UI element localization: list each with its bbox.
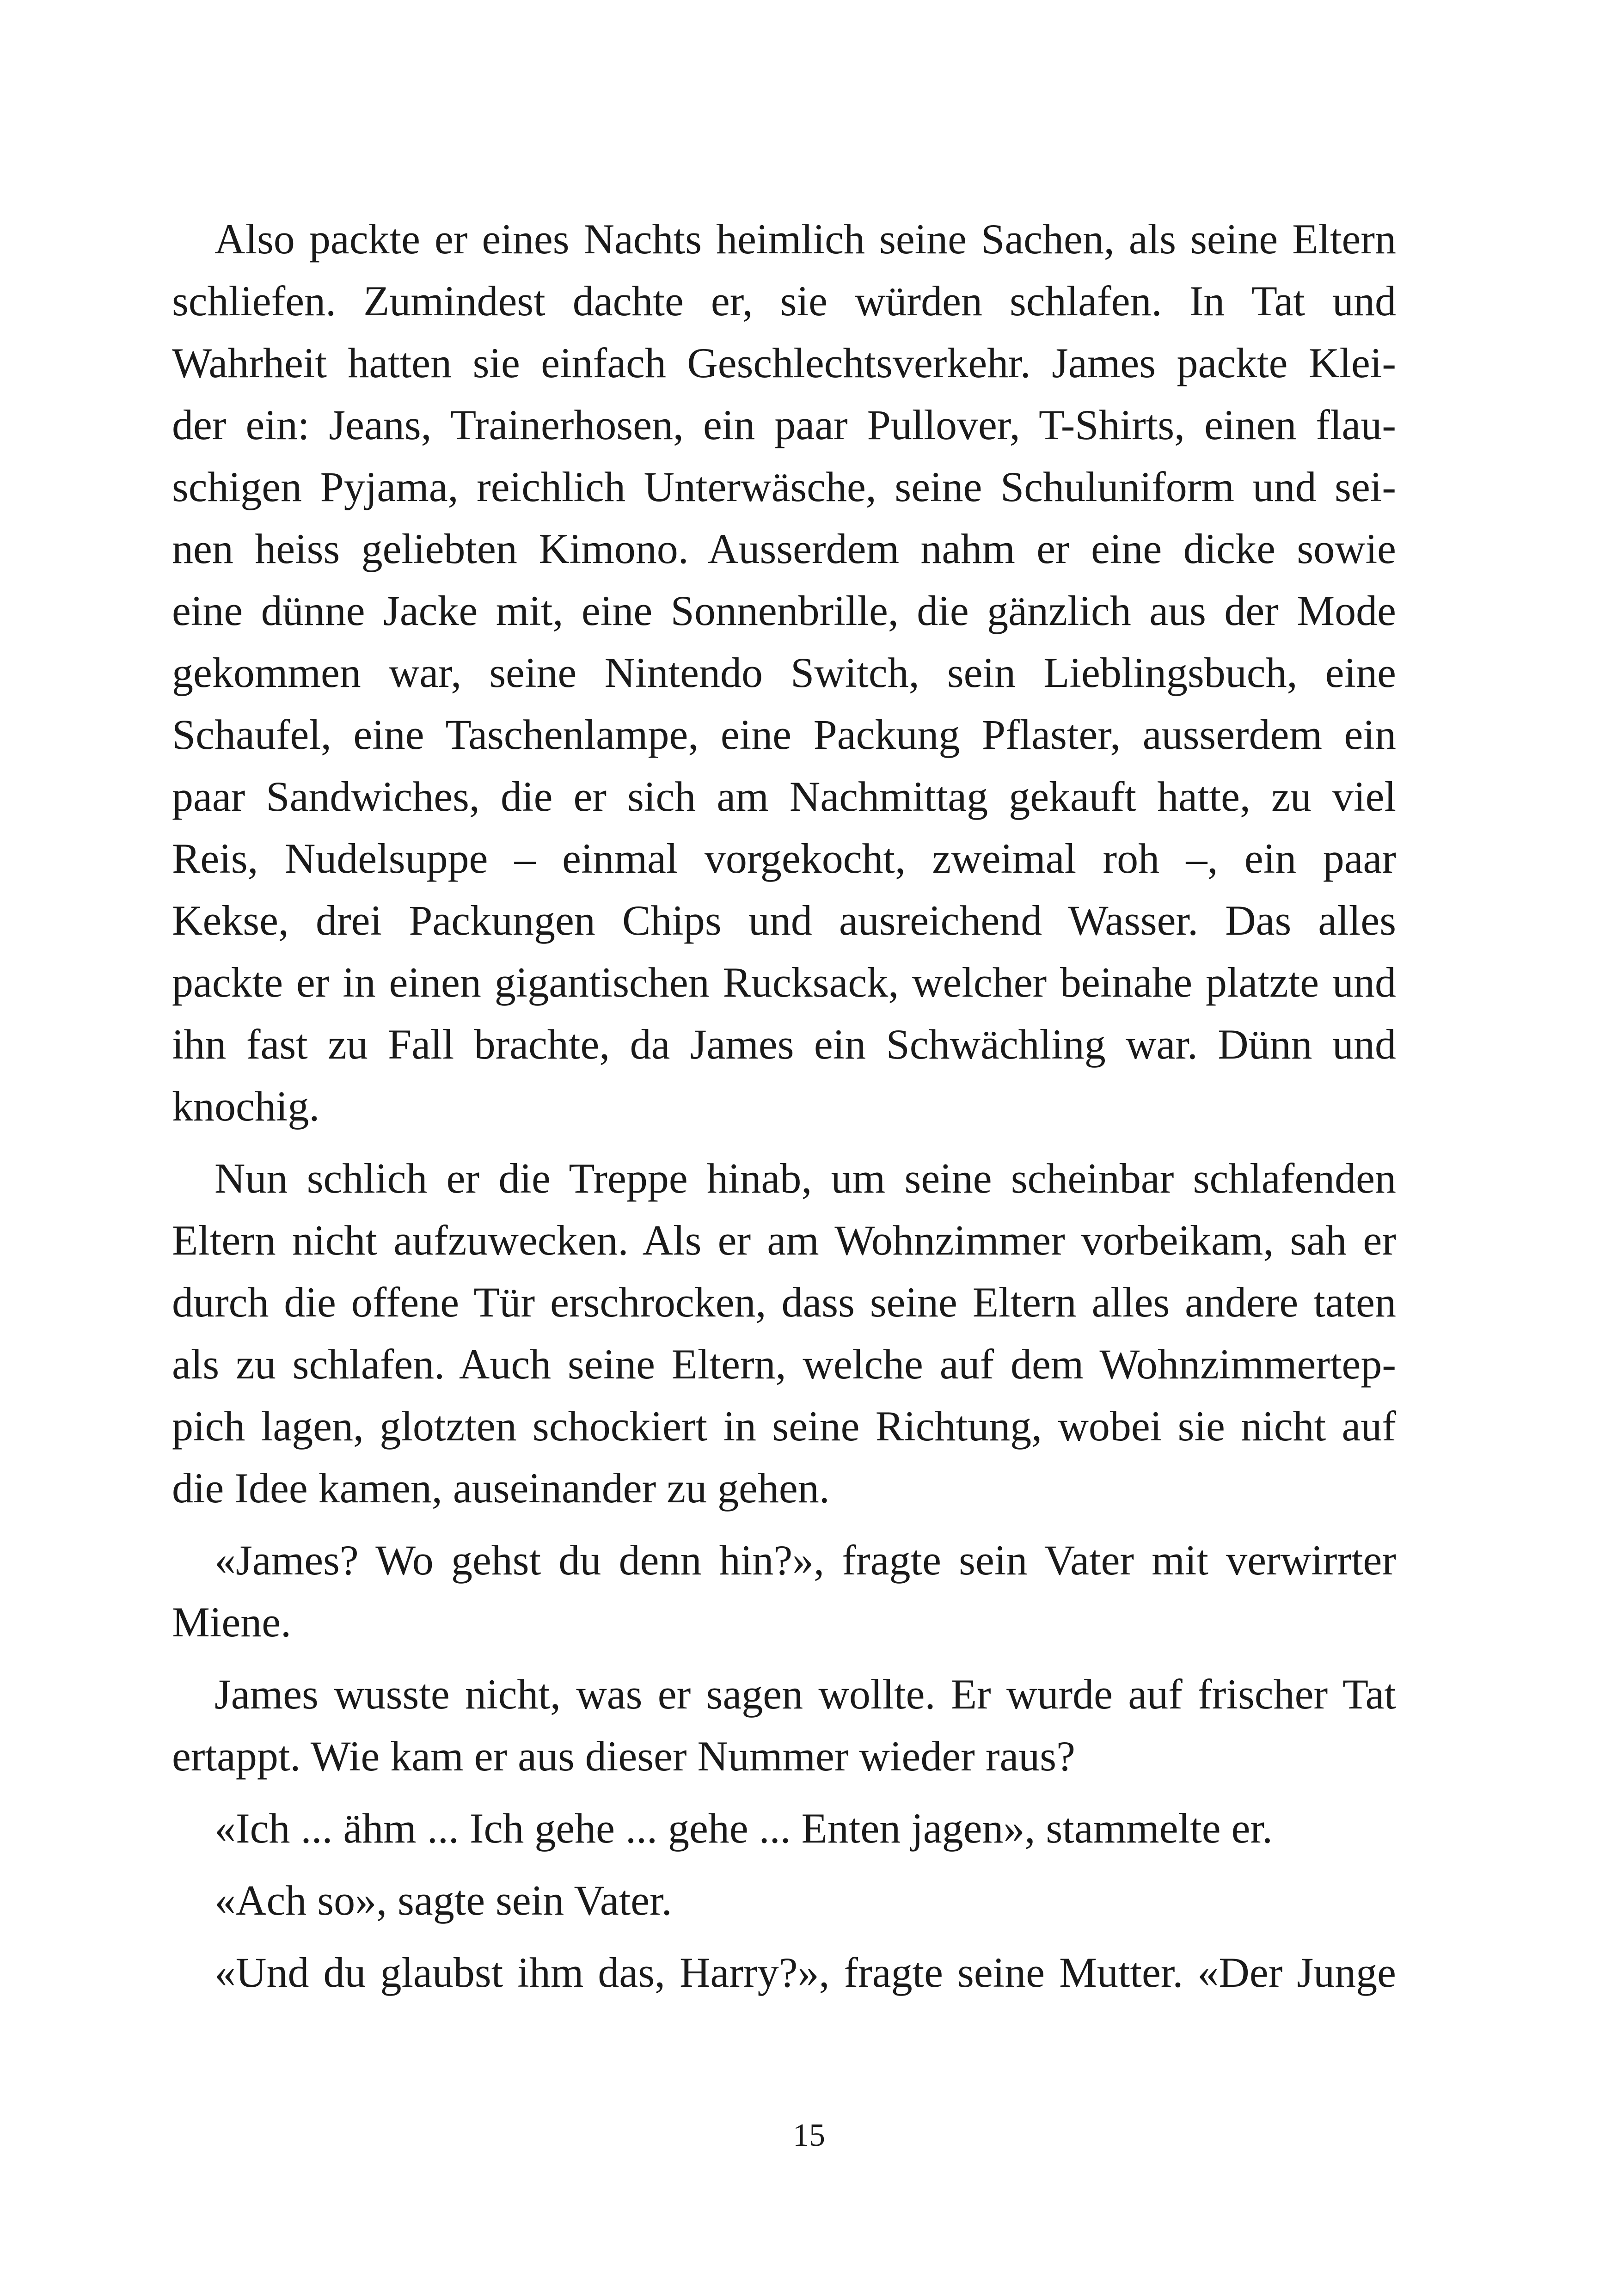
- text-line: «Ich ... ähm ... Ich gehe ... gehe ... Enten jagen», stammelte er.: [215, 1805, 1273, 1852]
- text-line: durch die offene Tür erschrocken, dass seine Eltern alles andere taten: [172, 1279, 1396, 1326]
- text-line: gekommen war, seine Nintendo Switch, sein Lieblingsbuch, eine: [172, 649, 1396, 696]
- text-line: eine dünne Jacke mit, eine Sonnenbrille, die gänzlich aus der Mode: [172, 587, 1396, 634]
- text-line: schliefen. Zumindest dachte er, sie würden schlafen. In Tat und: [172, 277, 1396, 325]
- paragraph: [172, 1529, 1396, 1653]
- paragraph: [172, 1147, 1396, 1519]
- text-line: pich lagen, glotzten schockiert in seine Richtung, wobei sie nicht auf: [172, 1402, 1396, 1450]
- text-line: die Idee kamen, auseinander zu gehen.: [172, 1464, 830, 1512]
- page-number: 15: [793, 2118, 825, 2153]
- text-line: packte er in einen gigantischen Rucksack, welcher beinahe platzte und: [172, 959, 1396, 1006]
- text-line: Miene.: [172, 1598, 292, 1646]
- text-line: nen heiss geliebten Kimono. Ausserdem nahm er eine dicke sowie: [172, 525, 1396, 572]
- paragraph: [172, 1869, 1396, 1931]
- text-line: ihn fast zu Fall brachte, da James ein Schwächling war. Dünn und: [172, 1021, 1396, 1068]
- text-line: Kekse, drei Packungen Chips und ausreichend Wasser. Das alles: [172, 897, 1396, 944]
- text-line: Reis, Nudelsuppe – einmal vorgekocht, zweimal roh –, ein paar: [172, 835, 1396, 882]
- paragraph: [172, 1797, 1396, 1859]
- text-line: «James? Wo gehst du denn hin?», fragte sein Vater mit verwirrter: [215, 1537, 1396, 1584]
- paragraph: [172, 1941, 1396, 2003]
- text-line: James wusste nicht, was er sagen wollte. Er wurde auf frischer Tat: [215, 1671, 1396, 1718]
- text-line: paar Sandwiches, die er sich am Nachmittag gekauft hatte, zu viel: [172, 773, 1396, 820]
- text-line: Eltern nicht aufzuwecken. Als er am Wohnzimmer vorbeikam, sah er: [172, 1217, 1396, 1264]
- text-line: «Ach so», sagte sein Vater.: [215, 1877, 672, 1924]
- text-line: Also packte er eines Nachts heimlich seine Sachen, als seine Eltern: [215, 215, 1396, 263]
- paragraph: [172, 1663, 1396, 1787]
- text-line: knochig.: [172, 1083, 320, 1130]
- text-line: Schaufel, eine Taschenlampe, eine Packung Pflaster, ausserdem ein: [172, 711, 1396, 758]
- text-line: ertappt. Wie kam er aus dieser Nummer wieder raus?: [172, 1733, 1075, 1780]
- paragraph: [172, 208, 1396, 1137]
- text-line: Wahrheit hatten sie einfach Geschlechtsverkehr. James packte Klei-: [172, 339, 1396, 386]
- text-line: schigen Pyjama, reichlich Unterwäsche, seine Schuluniform und sei-: [172, 463, 1396, 510]
- text-line: als zu schlafen. Auch seine Eltern, welche auf dem Wohnzimmertep-: [172, 1341, 1396, 1388]
- text-line: Nun schlich er die Treppe hinab, um seine scheinbar schlafenden: [215, 1155, 1396, 1202]
- body-text: [172, 208, 1396, 2003]
- text-line: «Und du glaubst ihm das, Harry?», fragte seine Mutter. «Der Junge: [215, 1949, 1396, 1996]
- text-line: der ein: Jeans, Trainerhosen, ein paar Pullover, T-Shirts, einen flau-: [172, 401, 1396, 448]
